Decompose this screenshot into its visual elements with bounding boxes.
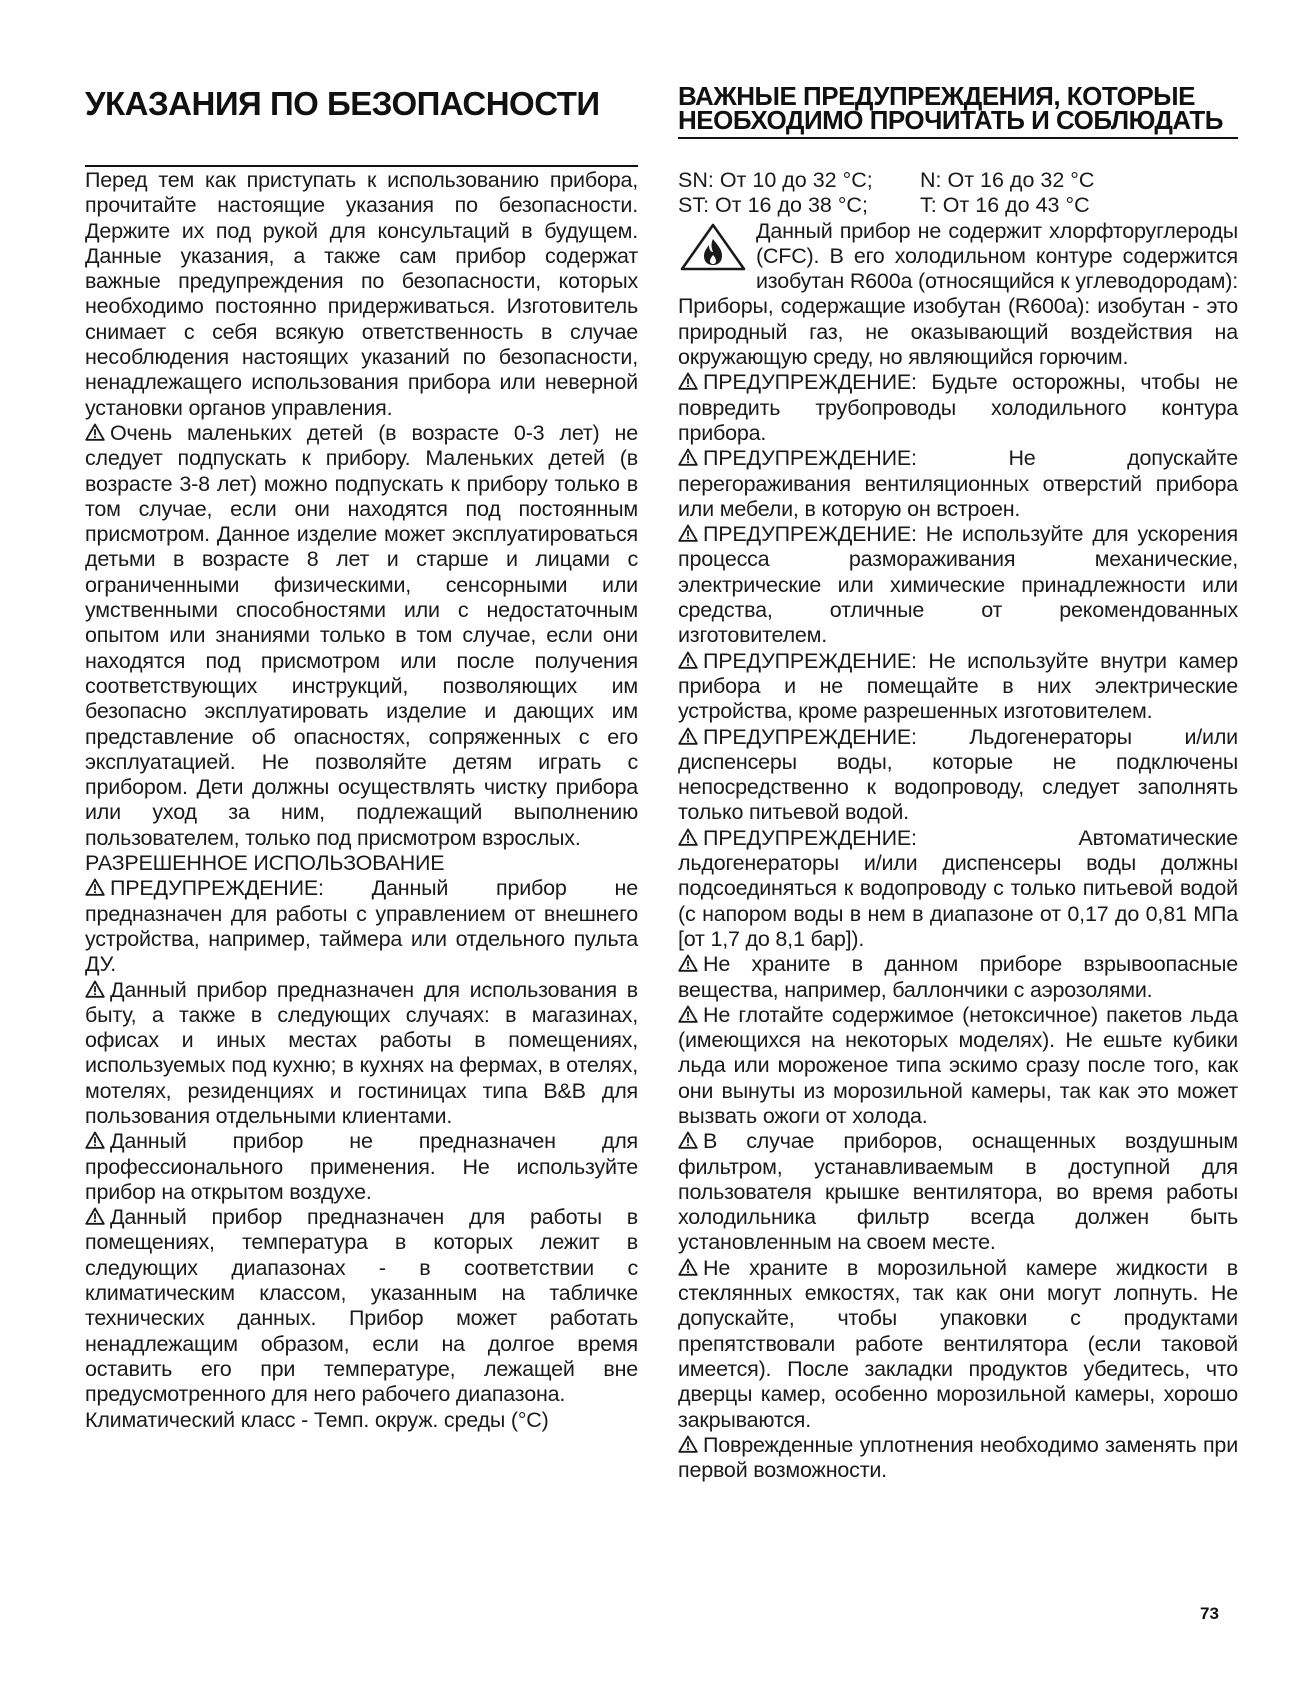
ice-maker-auto-warning-text: ПРЕДУПРЕЖДЕНИЕ: Автоматические льдогенераторы и/или диспенсеры воды должны подсоединяться к водопроводу с только питьевой водой (с напором воды в нем в диапазоне от 0,17 до 0,81 МПа [от 1,7 до 8,1 бар]). <box>678 825 1238 951</box>
ventilation-warning-text: ПРЕДУПРЕЖДЕНИЕ: Не допускайте перегораживания вентиляционных отверстий прибора или мебели, в которую он встроен. <box>678 446 1238 521</box>
household-use-text: Данный прибор предназначен для использования в быту, а также в следующих случаях: в магазинах, офисах и иных местах работы в помещениях, используемых под кухню; в кухнях на фермах, в отелях, мотелях, резиденциях и гостиницах типа B&B для пользования отдельными клиентами. <box>85 977 638 1128</box>
climate-class-sn: SN: От 10 до 32 °C; <box>678 168 873 192</box>
climate-class-st: ST: От 16 до 38 °C; <box>678 193 868 218</box>
household-use-warning <box>85 978 638 1130</box>
ice-pack-warning-text: Не глотайте содержимое (нетоксичное) пакетов льда (имеющихся на некоторых моделях). Не ешьте кубики льда или мороженое типа эскимо сразу после того, как они вынуты из морозильной камеры, так как это может вызвать ожоги от холода. <box>678 1002 1238 1128</box>
temperature-range-text: Данный прибор предназначен для работы в помещениях, температура в которых лежит в следующих диапазонах - в соответствии с климатическим классом, указанным на табличке технических данных. Прибор может работать ненадлежащим образом, если на долгое время оставить его при температуре, лежащей вне предусмотренного для него рабочего диапазона. <box>85 1205 638 1407</box>
warning-triangle-icon <box>678 1258 698 1276</box>
external-control-text: ПРЕДУПРЕЖДЕНИЕ: Данный прибор не предназначен для работы с управлением от внешнего устройства, например, таймера или отдельного пульта ДУ. <box>85 876 638 977</box>
children-warning-text: Очень маленьких детей (в возрасте 0-3 лет) не следует подпускать к прибору. Маленьких детей (в возрасте 3-8 лет) можно подпускать к прибору только в том случае, если они находятся под постоянным присмотром. Данное изделие может эксплуатироваться детьми в возрасте 8 лет и старше и лицами с ограниченными физическими, сенсорными или умственными способностями или с недостаточным опытом или знаниями только в том случае, если они находятся под присмотром или после получения соответствующих инструкций, позволяющих им безопасно эксплуатировать изделие и дающих им представление об опасностях, сопряженных с его эксплуатацией. Не позволяйте детям играть с прибором. Дети должны осуществлять чистку прибора или уход за ним, подлежащий выполнению пользователем, только под присмотром взрослых. <box>85 420 638 850</box>
warning-triangle-icon <box>85 980 105 998</box>
intro-paragraph: Перед тем как приступать к использованию прибора, прочитайте настоящие указания по безопасности. Держите их под рукой для консультаций в будущем. Данные указания, а также сам прибор содержат важные предупреждения по безопасности, которых необходимо постоянно придерживаться. Изготовитель снимает с себя всякую ответственность в случае несоблюдения настоящих указаний по безопасности, ненадлежащего использования прибора или неверной установки органов управления. <box>85 168 638 420</box>
warning-triangle-icon <box>678 372 698 390</box>
explosives-warning-text: Не храните в данном приборе взрывоопасные вещества, например, баллончики с аэрозолями. <box>678 952 1238 1002</box>
warning-triangle-icon <box>678 1131 698 1149</box>
children-warning-paragraph <box>85 421 638 851</box>
warning-triangle-icon <box>678 954 698 972</box>
ice-maker-manual-warning <box>678 725 1238 826</box>
pipes-warning <box>678 370 1238 446</box>
professional-use-warning <box>85 1129 638 1205</box>
ice-pack-warning <box>678 1003 1238 1129</box>
electrical-devices-warning <box>678 649 1238 725</box>
ventilation-warning <box>678 446 1238 522</box>
ice-maker-auto-warning <box>678 826 1238 952</box>
flammable-warning-icon <box>678 222 748 272</box>
professional-use-text: Данный прибор не предназначен для профессионального применения. Не используйте прибор на открытом воздухе. <box>85 1129 638 1204</box>
warning-triangle-icon <box>85 878 105 896</box>
climate-row <box>678 168 1238 193</box>
climate-class-n: N: От 16 до 32 °C <box>920 168 1095 192</box>
climate-class-t: T: От 16 до 43 °C <box>920 193 1090 218</box>
left-title-rule <box>85 165 638 167</box>
defrosting-warning <box>678 522 1238 648</box>
warning-triangle-icon <box>678 727 698 745</box>
warning-triangle-icon <box>678 828 698 846</box>
air-filter-warning <box>678 1129 1238 1255</box>
warning-triangle-icon <box>678 1435 698 1453</box>
page-number: 73 <box>1200 1604 1219 1623</box>
left-column <box>85 168 638 1433</box>
flammable-gas-paragraph <box>678 219 1238 371</box>
warning-triangle-icon <box>678 448 698 466</box>
ice-maker-manual-warning-text: ПРЕДУПРЕЖДЕНИЕ: Льдогенераторы и/или диспенсеры воды, которые не подключены непосредственно к водопроводу, следует заполнять только питьевой водой. <box>678 724 1238 825</box>
climate-class-table <box>678 168 1238 219</box>
warning-triangle-icon <box>85 1207 105 1225</box>
warning-triangle-icon <box>678 524 698 542</box>
warning-triangle-icon <box>85 423 105 441</box>
warning-triangle-icon <box>85 1131 105 1149</box>
seals-warning-text: Поврежденные уплотнения необходимо заменять при первой возможности. <box>678 1432 1238 1483</box>
right-section-title: ВАЖНЫЕ ПРЕДУПРЕЖДЕНИЯ, КОТОРЫЕ НЕОБХОДИМО ПРОЧИТАТЬ И СОБЛЮДАТЬ <box>678 84 1238 139</box>
glass-containers-warning <box>678 1256 1238 1433</box>
climate-class-caption: Климатический класс - Темп. окруж. среды (°C) <box>85 1407 549 1432</box>
warning-triangle-icon <box>678 651 698 669</box>
electrical-devices-warning-text: ПРЕДУПРЕЖДЕНИЕ: Не используйте внутри камер прибора и не помещайте в них электрические устройства, кроме разрешенных изготовителем. <box>678 648 1238 724</box>
defrosting-warning-text: ПРЕДУПРЕЖДЕНИЕ: Не используйте для ускорения процесса размораживания механические, электрические или химические принадлежности или средства, отличные от рекомендованных изготовителем. <box>678 522 1238 648</box>
seals-warning <box>678 1433 1238 1484</box>
glass-containers-warning-text: Не храните в морозильной камере жидкости в стеклянных емкостях, так как они могут лопнуть. Не допускайте, чтобы упаковки с продуктами препятствовали работе вентилятора (если таковой имеется). После закладки продуктов убедитесь, что дверцы камер, особенно морозильной камеры, хорошо закрываются. <box>678 1255 1238 1432</box>
left-section-title: УКАЗАНИЯ ПО БЕЗОПАСНОСТИ <box>85 85 600 122</box>
flammable-gas-text: Данный прибор не содержит хлорфторуглероды (CFC). В его холодильном контуре содержится изобутан R600a (относящийся к углеводородам): Приборы, содержащие изобутан (R600a): изобутан - это природный газ, не оказывающий воздействия на окружающую среду, но являющийся горючим. <box>678 218 1238 370</box>
pipes-warning-text: ПРЕДУПРЕЖДЕНИЕ: Будьте осторожны, чтобы не повредить трубопроводы холодильного контура прибора. <box>678 370 1238 445</box>
warning-triangle-icon <box>678 1005 698 1023</box>
climate-row <box>678 193 1238 218</box>
external-control-warning <box>85 876 638 977</box>
permitted-use-heading: РАЗРЕШЕННОЕ ИСПОЛЬЗОВАНИЕ <box>85 851 445 876</box>
right-column <box>678 168 1238 1483</box>
temperature-range-warning <box>85 1205 638 1407</box>
explosives-warning <box>678 952 1238 1003</box>
air-filter-warning-text: В случае приборов, оснащенных воздушным фильтром, устанавливаемым в доступной для пользователя крышке вентилятора, во время работы холодильника фильтр всегда должен быть установленным на своем месте. <box>678 1129 1238 1255</box>
